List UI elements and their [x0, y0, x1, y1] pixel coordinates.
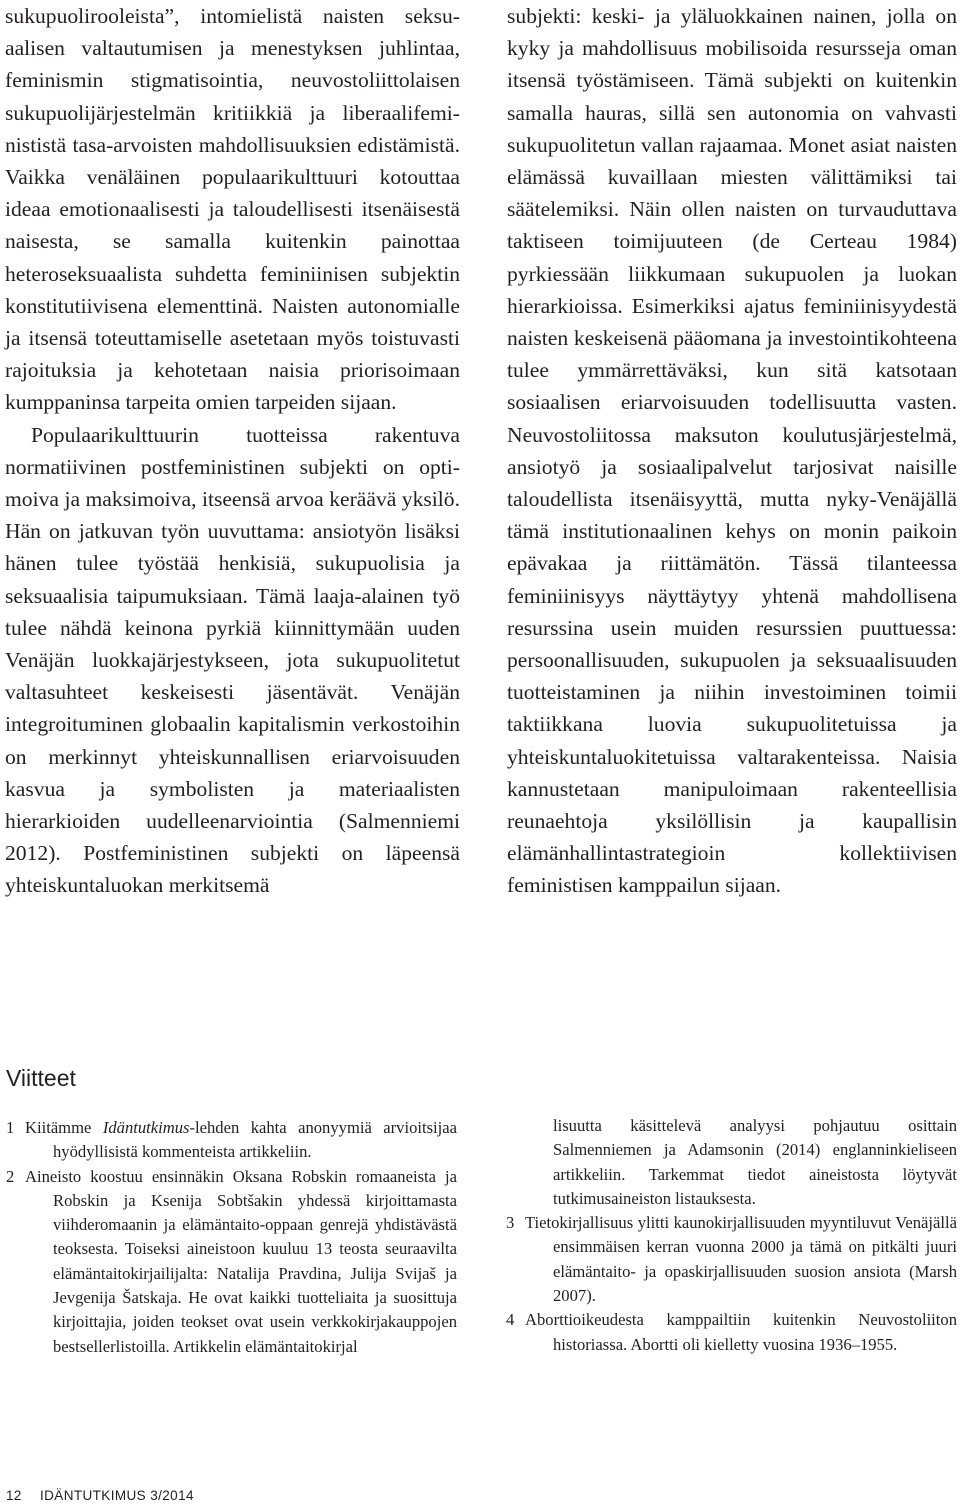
body-right-column	[507, 0, 957, 902]
footnote-number: 3	[506, 1213, 515, 1233]
footnote-3	[506, 1211, 957, 1308]
body-paragraph: Populaarikulttuurin tuotteissa rakentuva normatiivinen postfeministinen subjekti on optimoiva ja maksimoiva, itseensä arvoa keräävä yksilö. Hän on jatkuvan työn uuvuttama: ansiotyön lisäksi hänen tulee työstää henkisiä, sukupuolisia ja seksuaalisia taipumuksiaan. Tämä laaja-alainen työ tulee nähdä keinona pyrkiä kiinnittymään uuden Venäjän luokkajärjestykseen, jota sukupuolitetut valtasuhteet keskeisesti jäsentävät. Venäjän integroituminen globaalin kapitalismin verkostoihin on merkinnyt yhteiskunnallisen eriarvoisuuden kasvua ja symbolisten ja materiaalisten hierarkioiden uudelleenarviointia (Salmenniemi 2012). Postfeministinen subjekti on läpeensä yhteiskuntaluokan merkitsemä	[5, 422, 460, 898]
footnote-2	[6, 1165, 457, 1359]
footnote-number: 2	[6, 1166, 15, 1186]
footnotes-left-column	[6, 1116, 457, 1359]
footnotes-right-column	[506, 1114, 957, 1357]
footnote-text: Aineisto koostuu ensinnäkin Oksana Robskin romaaneista ja Robskin ja Ksenija Sobtšakin yhdessä kirjoittamasta viihderomaanin ja elämäntaito-oppaan genrejä yhdistävästä teoksesta. Toiseksi aineistoon kuuluu 13 teosta seuraavilta elämäntaitokirjailijalta: Natalija Pravdina, Julija Svijaš ja Jevgenija Šatskaja. He ovat kaikki tuotteliaita ja suosittuja kirjoittajia, joiden teokset ovat usein verkkokirjakauppojen bestsellerlistoilla. Artikkelin elämäntaitokirjal	[25, 1166, 457, 1356]
journal-title-italic: Idäntutkimus	[102, 1118, 190, 1137]
journal-issue: IDÄNTUTKIMUS 3/2014	[40, 1488, 194, 1503]
footnote-text: -lehden kahta anonyymiä arvioitsijaa hyödyllisistä kommenteista artikkeliin.	[53, 1118, 458, 1162]
page-number: 12	[6, 1488, 22, 1503]
body-left-column	[5, 0, 460, 902]
body-paragraph: subjekti: keski- ja yläluokkainen nainen, jolla on kyky ja mahdollisuus mobilisoida resursseja oman itsensä työstämiseen. Tämä subjekti on kuitenkin samalla hauras, sillä sen autonomia on vahvasti sukupuolitetun vallan rajaamaa. Monet asiat naisten elämässä kuvaillaan miesten välittämiksi tai säätelemiksi. Näin ollen naisten on turvauduttava taktiseen toimijuuteen (de Certeau 1984) pyrkiessään liikkumaan sukupuolen ja luokan hierarkioissa. Esimerkiksi ajatus feminiinisyydestä naisten keskeisenä pääomana ja investointikohteena tulee ymmärrettäväksi, kun sitä katsotaan sosiaalisen eriarvoisuuden todellisuutta vasten. Neuvostoliitossa maksuton koulutusjärjestelmä, ansiotyö ja sosiaalipalvelut tarjosivat naisille taloudellista itsenäisyyttä, mutta nyky-Venäjällä tämä institutionaalinen kehys on monin paikoin epävakaa ja riittämätön. Tässä tilanteessa feminiinisyys näyttäytyy yhtenä mahdollisena resurssina usein muiden resurssien puuttuessa: persoonallisuuden, sukupuolen ja seksuaalisuuden tuotteistaminen ja niihin investoiminen toimii taktiikkana luovia sukupuolitetuissa ja yhteiskuntaluokitetuissa valtarakenteissa. Naisia kannustetaan manipuloimaan rakenteellisia reunaehtoja yksilöllisin ja kaupallisin elämänhallintastrategioin kollektiivisen feministisen kamppailun sijaan.	[507, 4, 957, 898]
page-footer	[6, 1488, 194, 1504]
footnote-number: 4	[506, 1310, 515, 1330]
footnote-4	[506, 1308, 957, 1357]
footnote-text: Kiitämme	[25, 1118, 103, 1137]
footnote-number: 1	[6, 1118, 15, 1137]
footnote-1	[6, 1116, 457, 1165]
footnote-text: Tietokirjallisuus ylitti kaunokirjallisuuden myyntiluvut Venäjällä ensimmäisen kerran vuonna 2000 ja tämä on pitkälti juuri elämäntaito- ja opaskirjallisuuden suosion ansiota (Marsh 2007).	[525, 1213, 957, 1306]
notes-heading: Viitteet	[6, 1065, 76, 1091]
body-paragraph: sukupuolirooleista”, intomielistä naisten seksuaalisen valtautumisen ja menestyksen juhlintaa, feminismin stigmatisointia, neuvostoliittolaisen sukupuolijärjestelmän kritiikkiä ja liberaalifeminististä tasa-arvoisten mahdollisuuksien edistämistä. Vaikka venäläinen populaarikulttuuri kotouttaa ideaa emotionaalisesti ja taloudellisesti itsenäisestä naisesta, se samalla kuitenkin painottaa heteroseksuaalista suhdetta feminiinisen subjektin konstitutiivisena elementtinä. Naisten autonomialle ja itsensä toteuttamiselle asetetaan myös toistuvasti rajoituksia ja kehotetaan naisia priorisoimaan kumppaninsa tarpeita omien tarpeiden sijaan.	[5, 4, 460, 415]
footnote-text: Aborttioikeudesta kamppailtiin kuitenkin Neuvostoliiton historiassa. Abortti oli kielletty vuosina 1936–1955.	[525, 1310, 957, 1354]
footnote-2-continued: lisuutta käsittelevä analyysi pohjautuu osittain Salmenniemen ja Adamsonin (2014) englanninkieliseen artikkeliin. Tarkemmat tiedot aineistosta löytyvät tutkimusaineiston listauksesta.	[553, 1116, 957, 1208]
